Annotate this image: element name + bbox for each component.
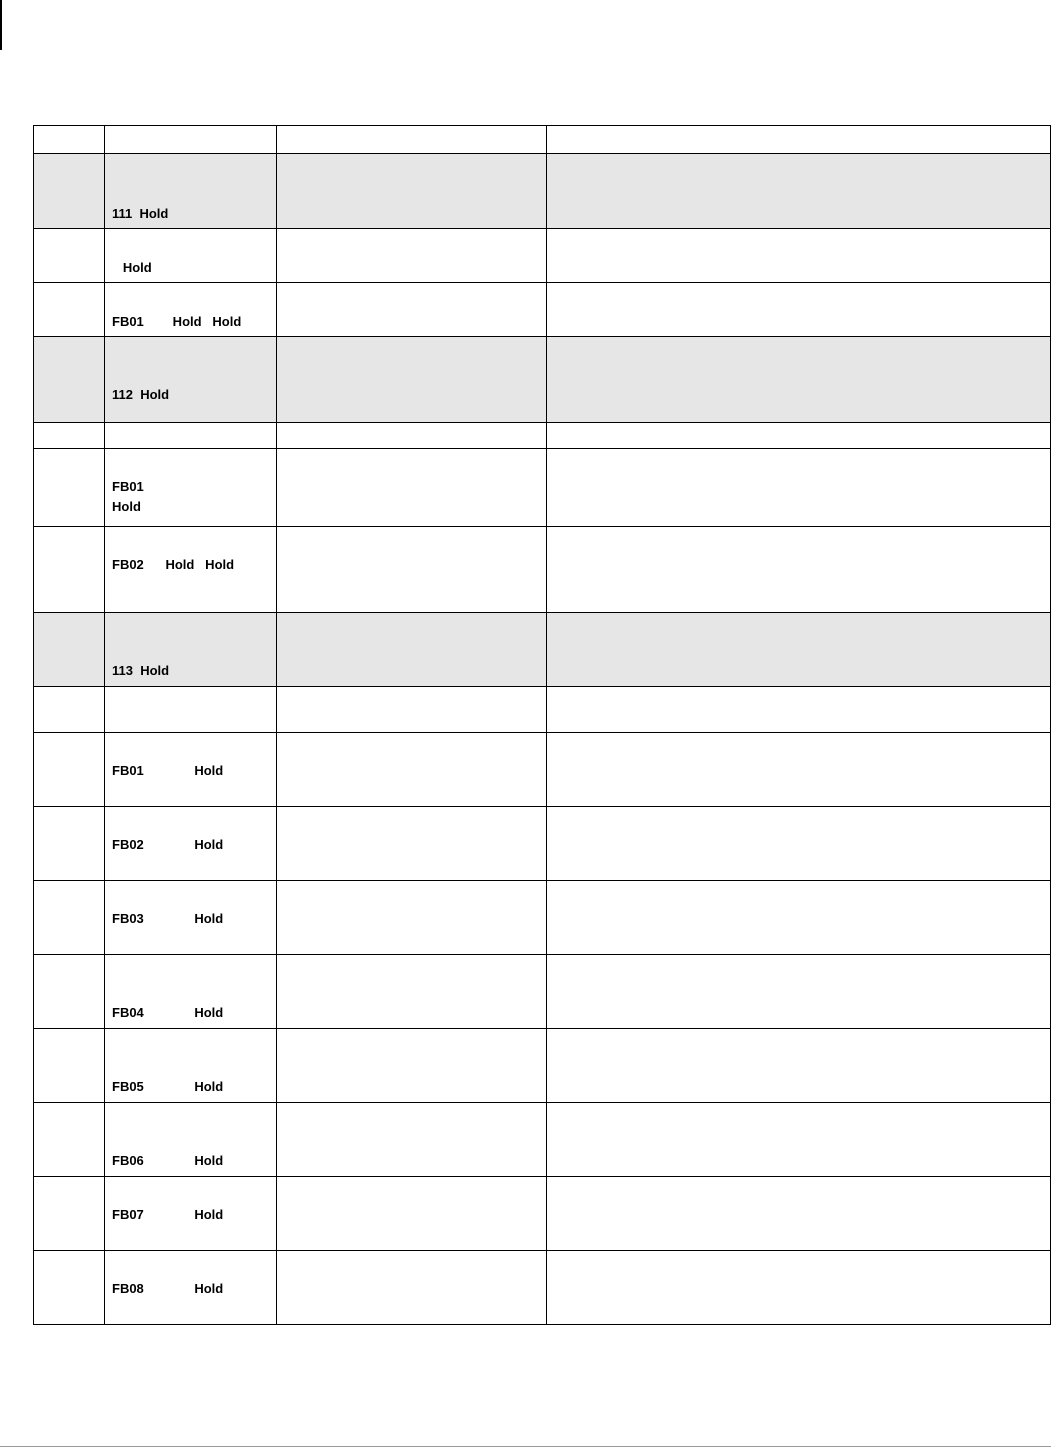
action-cell — [277, 881, 547, 955]
key-sequence-cell — [105, 807, 277, 881]
action-cell — [277, 154, 547, 229]
step-number-cell — [34, 733, 105, 807]
description-cell — [547, 687, 1051, 733]
action-cell — [277, 229, 547, 283]
key-sequence-cell — [105, 1177, 277, 1251]
table-row — [34, 423, 1051, 449]
step-number-cell — [34, 423, 105, 449]
description-cell — [547, 1177, 1051, 1251]
action-cell — [277, 449, 547, 527]
action-cell — [277, 733, 547, 807]
table-row — [34, 449, 1051, 527]
step-number-cell — [34, 283, 105, 337]
key-sequence: FB03 Hold — [112, 911, 224, 926]
action-cell — [277, 283, 547, 337]
step-number-cell — [34, 1177, 105, 1251]
key-sequence-cell — [105, 955, 277, 1029]
action-cell — [277, 423, 547, 449]
footer-rule — [0, 1446, 1051, 1447]
key-sequence-cell — [105, 613, 277, 687]
key-sequence-cell — [105, 1103, 277, 1177]
table-row — [34, 154, 1051, 229]
action-cell — [277, 687, 547, 733]
table-row — [34, 613, 1051, 687]
action-cell — [277, 1251, 547, 1325]
key-sequence-cell — [105, 527, 277, 613]
description-cell — [547, 229, 1051, 283]
key-sequence-cell — [105, 733, 277, 807]
step-number-cell — [34, 1103, 105, 1177]
step-number-cell — [34, 613, 105, 687]
step-number-cell — [34, 1251, 105, 1325]
table-row — [34, 1251, 1051, 1325]
description-cell — [547, 423, 1051, 449]
key-sequence: FB01 Hold Hold — [112, 314, 242, 329]
action-cell — [277, 613, 547, 687]
table-row — [34, 337, 1051, 423]
key-sequence: Hold — [112, 260, 152, 275]
key-sequence: FB08 Hold — [112, 1281, 224, 1296]
description-cell — [547, 881, 1051, 955]
key-sequence-cell — [105, 154, 277, 229]
action-cell — [277, 1177, 547, 1251]
key-sequence-cell — [105, 449, 277, 527]
description-cell — [547, 955, 1051, 1029]
description-cell — [547, 283, 1051, 337]
table-row — [34, 1103, 1051, 1177]
table-row — [34, 955, 1051, 1029]
table-row — [34, 229, 1051, 283]
description-cell — [547, 1103, 1051, 1177]
table-row — [34, 687, 1051, 733]
key-sequence-cell — [105, 1029, 277, 1103]
description-cell — [547, 337, 1051, 423]
header-cell-3 — [277, 126, 547, 154]
step-number-cell — [34, 1029, 105, 1103]
action-cell — [277, 1103, 547, 1177]
table-row — [34, 527, 1051, 613]
step-number-cell — [34, 527, 105, 613]
page-margin-bar — [0, 0, 2, 50]
key-sequence: FB01 Hold — [112, 763, 224, 778]
step-number-cell — [34, 687, 105, 733]
key-sequence: FB02 Hold — [112, 837, 224, 852]
key-sequence: FB07 Hold — [112, 1207, 224, 1222]
key-sequence-cell — [105, 423, 277, 449]
description-cell — [547, 154, 1051, 229]
action-cell — [277, 527, 547, 613]
table-header-row — [34, 126, 1051, 154]
description-cell — [547, 807, 1051, 881]
key-sequence: FB02 Hold Hold — [112, 557, 235, 572]
description-cell — [547, 733, 1051, 807]
key-sequence-cell — [105, 229, 277, 283]
key-sequence: FB05 Hold — [112, 1079, 224, 1094]
key-sequence: 112 Hold — [112, 387, 170, 402]
key-sequence: FB04 Hold — [112, 1005, 224, 1020]
action-cell — [277, 337, 547, 423]
table-row — [34, 1177, 1051, 1251]
key-sequence-cell — [105, 1251, 277, 1325]
header-cell-1 — [34, 126, 105, 154]
key-sequence: 113 Hold — [112, 663, 170, 678]
header-cell-4 — [547, 126, 1051, 154]
step-number-cell — [34, 154, 105, 229]
description-cell — [547, 527, 1051, 613]
step-number-cell — [34, 229, 105, 283]
action-cell — [277, 807, 547, 881]
key-sequence: FB01 Hold — [112, 479, 144, 514]
table-row — [34, 807, 1051, 881]
key-sequence-cell — [105, 283, 277, 337]
action-cell — [277, 955, 547, 1029]
step-number-cell — [34, 807, 105, 881]
step-number-cell — [34, 955, 105, 1029]
table-row — [34, 881, 1051, 955]
step-number-cell — [34, 449, 105, 527]
key-sequence: 111 Hold — [112, 206, 169, 221]
key-sequence-cell — [105, 337, 277, 423]
description-cell — [547, 1029, 1051, 1103]
table-row — [34, 283, 1051, 337]
table-row — [34, 1029, 1051, 1103]
step-number-cell — [34, 881, 105, 955]
key-sequence-cell — [105, 881, 277, 955]
description-cell — [547, 613, 1051, 687]
description-cell — [547, 1251, 1051, 1325]
programming-table — [33, 125, 1051, 1325]
key-sequence-cell — [105, 687, 277, 733]
table-row — [34, 733, 1051, 807]
step-number-cell — [34, 337, 105, 423]
description-cell — [547, 449, 1051, 527]
key-sequence: FB06 Hold — [112, 1153, 224, 1168]
header-cell-2 — [105, 126, 277, 154]
action-cell — [277, 1029, 547, 1103]
